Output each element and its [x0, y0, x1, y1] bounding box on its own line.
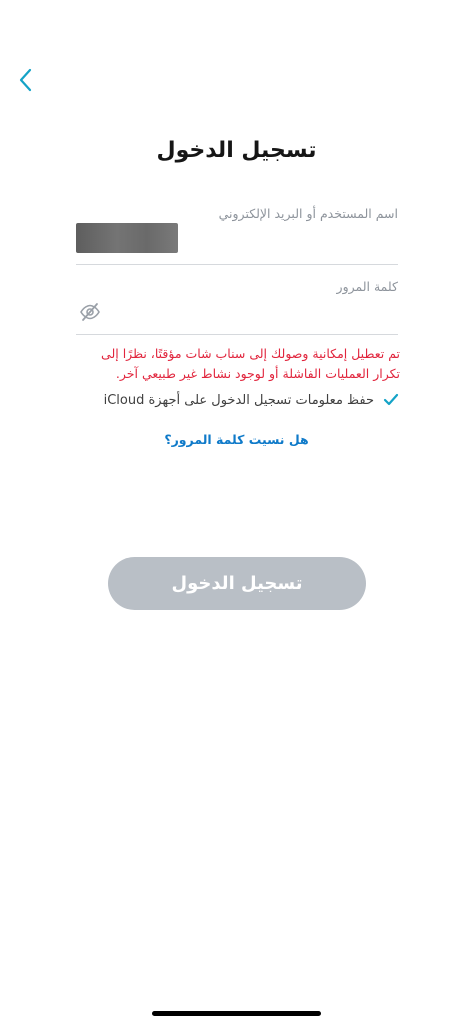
username-field[interactable]	[76, 206, 398, 265]
remember-label: حفظ معلومات تسجيل الدخول على أجهزة iCloud	[103, 392, 374, 408]
page-title: تسجيل الدخول	[156, 138, 317, 163]
password-label: كلمة المرور	[336, 279, 398, 294]
home-indicator	[152, 1011, 321, 1016]
chevron-left-icon	[19, 68, 33, 92]
username-label: اسم المستخدم أو البريد الإلكتروني	[218, 206, 398, 221]
back-button[interactable]	[10, 62, 42, 98]
login-button[interactable]: تسجيل الدخول	[108, 557, 366, 610]
checkmark-icon	[383, 393, 399, 407]
password-input[interactable]	[106, 299, 398, 331]
eye-slash-icon[interactable]	[79, 302, 101, 322]
forgot-password-link[interactable]: هل نسيت كلمة المرور؟	[164, 432, 309, 447]
remember-checkbox[interactable]	[382, 391, 400, 409]
password-field[interactable]	[76, 277, 398, 335]
username-value-redacted[interactable]	[76, 223, 178, 253]
error-message: تم تعطيل إمكانية وصولك إلى سناب شات مؤقتًا، نظرًا إلى تكرار العمليات الفاشلة أو لوجود نشاط غير طبيعي آخر.	[101, 346, 400, 381]
remember-login-row[interactable]	[80, 389, 400, 411]
